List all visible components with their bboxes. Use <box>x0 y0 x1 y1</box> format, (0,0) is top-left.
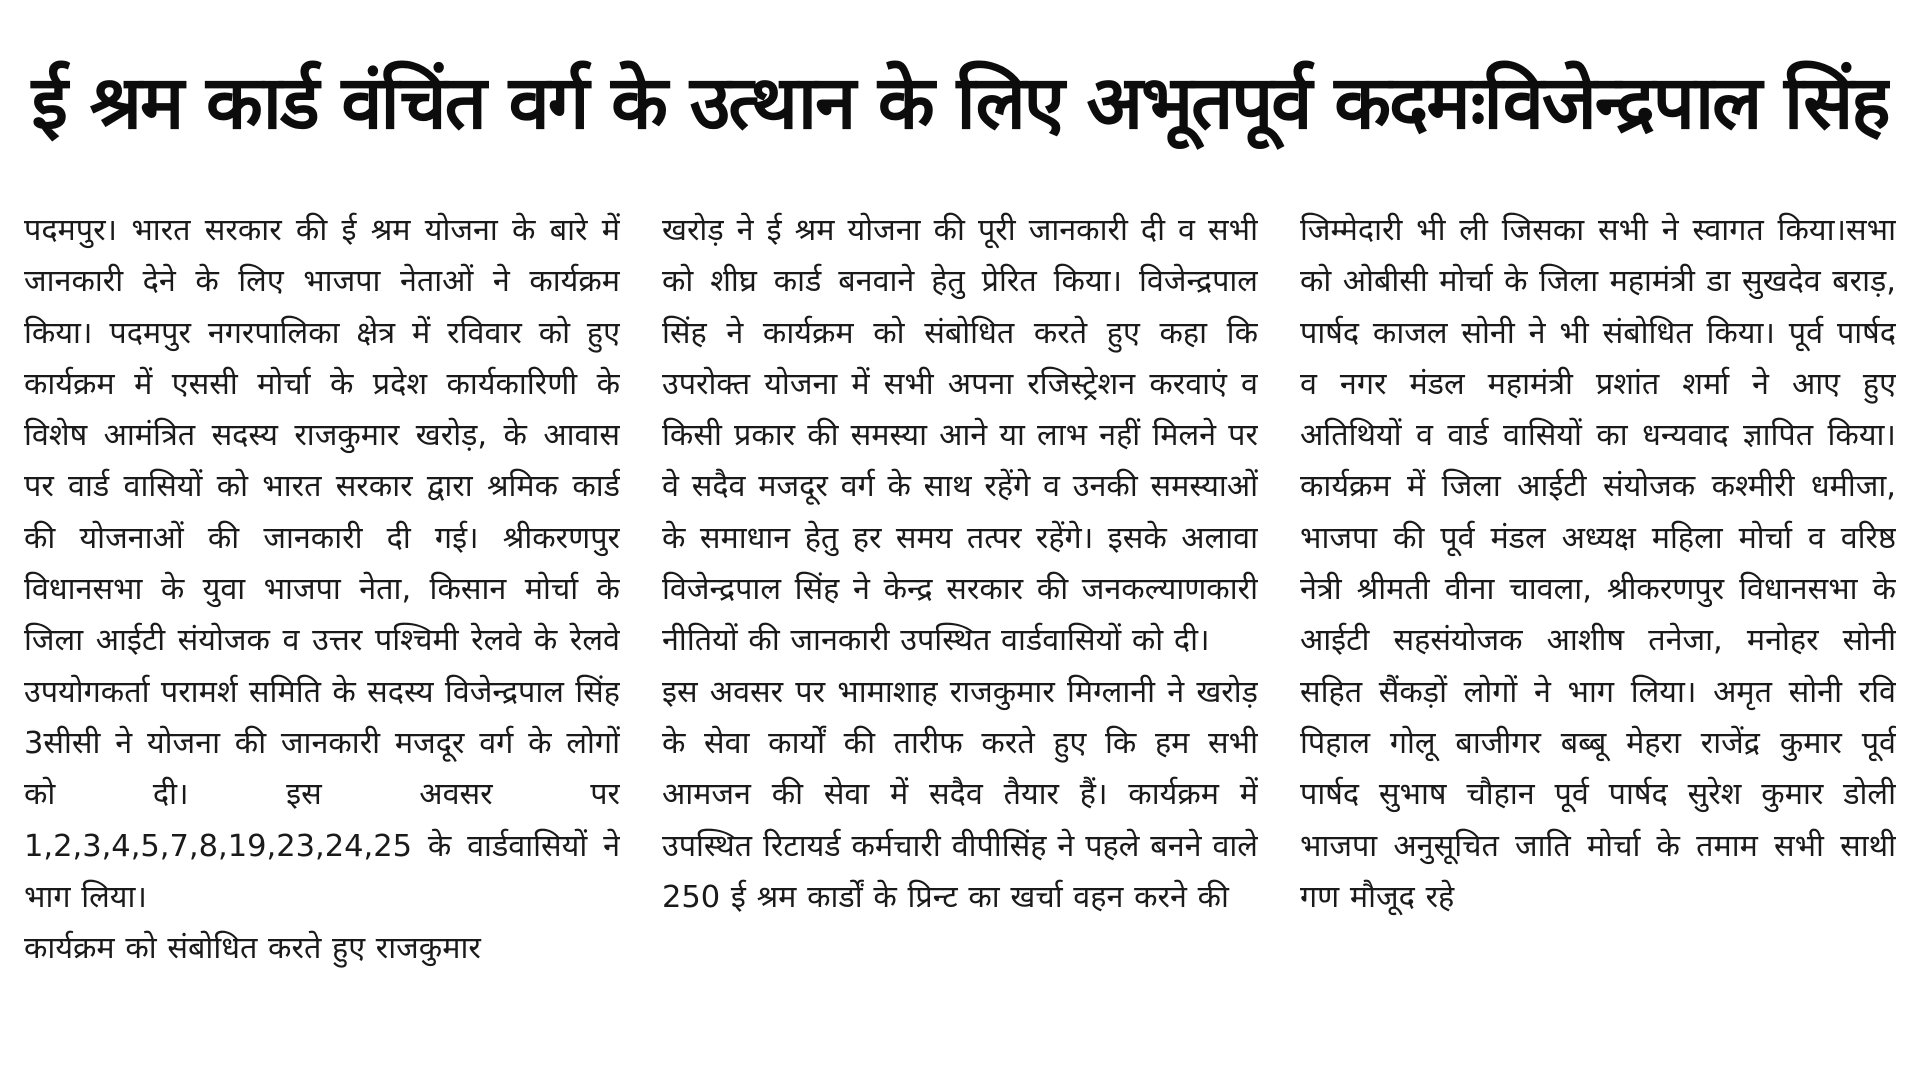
column-2-paragraph-2: इस अवसर पर भामाशाह राजकुमार मिग्लानी ने खरोड़ के सेवा कार्यों की तारीफ करते हुए कि हम सभी आमजन की सेवा में सदैव तैयार हैं। कार्यक्रम में उपस्थित रिटायर्ड कर्मचारी वीपीसिंह ने पहले बनने वाले 250 ई श्रम कार्डों के प्रिन्ट का खर्चा वहन करने की <box>662 674 1258 915</box>
article-column-2 <box>662 205 1258 1075</box>
article-column-3 <box>1300 205 1896 1075</box>
article-headline: ई श्रम कार्ड वंचिंत वर्ग के उत्थान के लिए अभूतपूर्व कदमःविजेन्द्रपाल सिंह <box>31 60 1889 146</box>
column-1-paragraph-2: कार्यक्रम को संबोधित करते हुए राजकुमार <box>24 931 481 967</box>
column-1-paragraph-1: पदमपुर। भारत सरकार की ई श्रम योजना के बारे में जानकारी देने के लिए भाजपा नेताओं ने कार्यक्रम किया। पदमपुर नगरपालिका क्षेत्र में रविवार को हुए कार्यक्रम में एससी मोर्चा के प्रदेश कार्यकारिणी के विशेष आमंत्रित सदस्य राजकुमार खरोड़, के आवास पर वार्ड वासियों को भारत सरकार द्वारा श्रमिक कार्ड की योजनाओं की जानकारी दी गई। श्रीकरणपुर विधानसभा के युवा भाजपा नेता, किसान मोर्चा के जिला आईटी संयोजक व उत्तर पश्चिमी रेलवे के रेलवे उपयोगकर्ता परामर्श समिति के सदस्य विजेन्द्रपाल सिंह 3सीसी ने योजना की जानकारी मजदूर वर्ग के लोगों को दी। इस अवसर पर 1,2,3,4,5,7,8,19,23,24,25 के वार्डवासियों ने भाग लिया। <box>24 213 620 915</box>
column-3-paragraph-1: जिम्मेदारी भी ली जिसका सभी ने स्वागत किया।सभा को ओबीसी मोर्चा के जिला महामंत्री डा सुखदेव बराड़, पार्षद काजल सोनी ने भी संबोधित किया। पूर्व पार्षद व नगर मंडल महामंत्री प्रशांत शर्मा ने आए हुए अतिथियों व वार्ड वासियों का धन्यवाद ज्ञापित किया। कार्यक्रम में जिला आईटी संयोजक कश्मीरी धमीजा, भाजपा की पूर्व मंडल अध्यक्ष महिला मोर्चा व वरिष्ठ नेत्री श्रीमती वीना चावला, श्रीकरणपुर विधानसभा के आईटी सहसंयोजक आशीष तनेजा, मनोहर सोनी सहित सैंकड़ों लोगों ने भाग लिया। अमृत सोनी रवि पिहाल गोलू बाजीगर बब्बू मेहरा राजेंद्र कुमार पूर्व पार्षद सुभाष चौहान पूर्व पार्षद सुरेश कुमार डोली भाजपा अनुसूचित जाति मोर्चा के तमाम सभी साथी गण मौजूद रहे <box>1300 213 1896 915</box>
article-body <box>24 205 1896 1075</box>
article-column-1 <box>24 205 620 1075</box>
column-2-paragraph-1: खरोड़ ने ई श्रम योजना की पूरी जानकारी दी व सभी को शीघ्र कार्ड बनवाने हेतु प्रेरित किया। विजेन्द्रपाल सिंह ने कार्यक्रम को संबोधित करते हुए कहा कि उपरोक्त योजना में सभी अपना रजिस्ट्रेशन करवाएं व किसी प्रकार की समस्या आने या लाभ नहीं मिलने पर वे सदैव मजदूर वर्ग के साथ रहेंगे व उनकी समस्याओं के समाधान हेतु हर समय तत्पर रहेंगे। इसके अलावा विजेन्द्रपाल सिंह ने केन्द्र सरकार की जनकल्याणकारी नीतियों की जानकारी उपस्थित वार्डवासियों को दी। <box>662 213 1258 659</box>
